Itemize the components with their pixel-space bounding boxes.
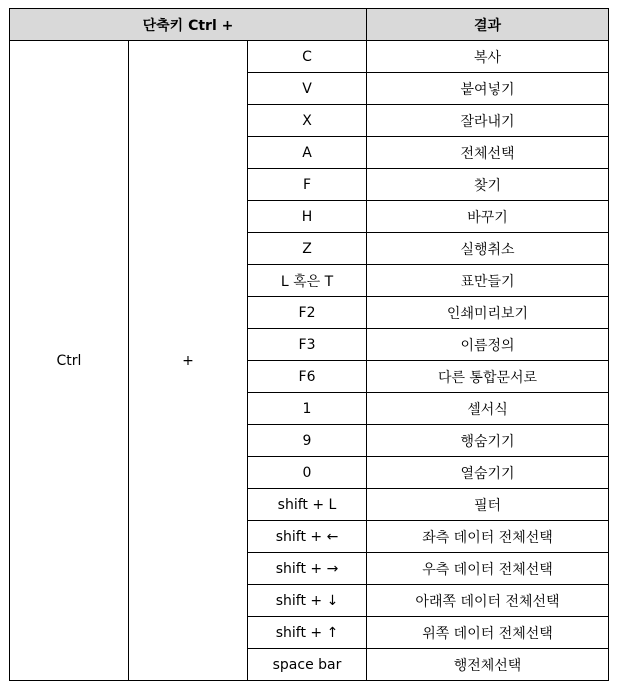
result-cell: 다른 통합문서로 <box>367 361 609 393</box>
key-cell: F <box>248 169 367 201</box>
result-cell: 표만들기 <box>367 265 609 297</box>
result-cell: 행숨기기 <box>367 425 609 457</box>
key-cell: H <box>248 201 367 233</box>
result-cell: 바꾸기 <box>367 201 609 233</box>
key-cell: X <box>248 105 367 137</box>
header-row <box>10 9 609 41</box>
key-cell: shift + → <box>248 553 367 585</box>
shortcut-table <box>9 8 609 681</box>
result-cell: 열숨기기 <box>367 457 609 489</box>
key-cell: C <box>248 41 367 73</box>
result-cell: 좌측 데이터 전체선택 <box>367 521 609 553</box>
plus-cell: + <box>129 41 248 681</box>
result-cell: 잘라내기 <box>367 105 609 137</box>
result-cell: 인쇄미리보기 <box>367 297 609 329</box>
result-cell: 붙여넣기 <box>367 73 609 105</box>
result-cell: 행전체선택 <box>367 649 609 681</box>
key-cell: shift + ↓ <box>248 585 367 617</box>
key-cell: F3 <box>248 329 367 361</box>
header-shortcut: 단축키 Ctrl + <box>10 9 367 41</box>
modifier-cell: Ctrl <box>10 41 129 681</box>
result-cell: 복사 <box>367 41 609 73</box>
header-result: 결과 <box>367 9 609 41</box>
key-cell: shift + ↑ <box>248 617 367 649</box>
key-cell: space bar <box>248 649 367 681</box>
result-cell: 전체선택 <box>367 137 609 169</box>
key-cell: shift + ← <box>248 521 367 553</box>
key-cell: shift + L <box>248 489 367 521</box>
result-cell: 찾기 <box>367 169 609 201</box>
table-row <box>10 41 609 73</box>
key-cell: V <box>248 73 367 105</box>
result-cell: 실행취소 <box>367 233 609 265</box>
result-cell: 아래쪽 데이터 전체선택 <box>367 585 609 617</box>
key-cell: L 혹은 T <box>248 265 367 297</box>
key-cell: F2 <box>248 297 367 329</box>
result-cell: 위쪽 데이터 전체선택 <box>367 617 609 649</box>
result-cell: 셀서식 <box>367 393 609 425</box>
result-cell: 우측 데이터 전체선택 <box>367 553 609 585</box>
key-cell: 0 <box>248 457 367 489</box>
key-cell: 9 <box>248 425 367 457</box>
result-cell: 필터 <box>367 489 609 521</box>
key-cell: F6 <box>248 361 367 393</box>
key-cell: A <box>248 137 367 169</box>
key-cell: Z <box>248 233 367 265</box>
result-cell: 이름정의 <box>367 329 609 361</box>
key-cell: 1 <box>248 393 367 425</box>
